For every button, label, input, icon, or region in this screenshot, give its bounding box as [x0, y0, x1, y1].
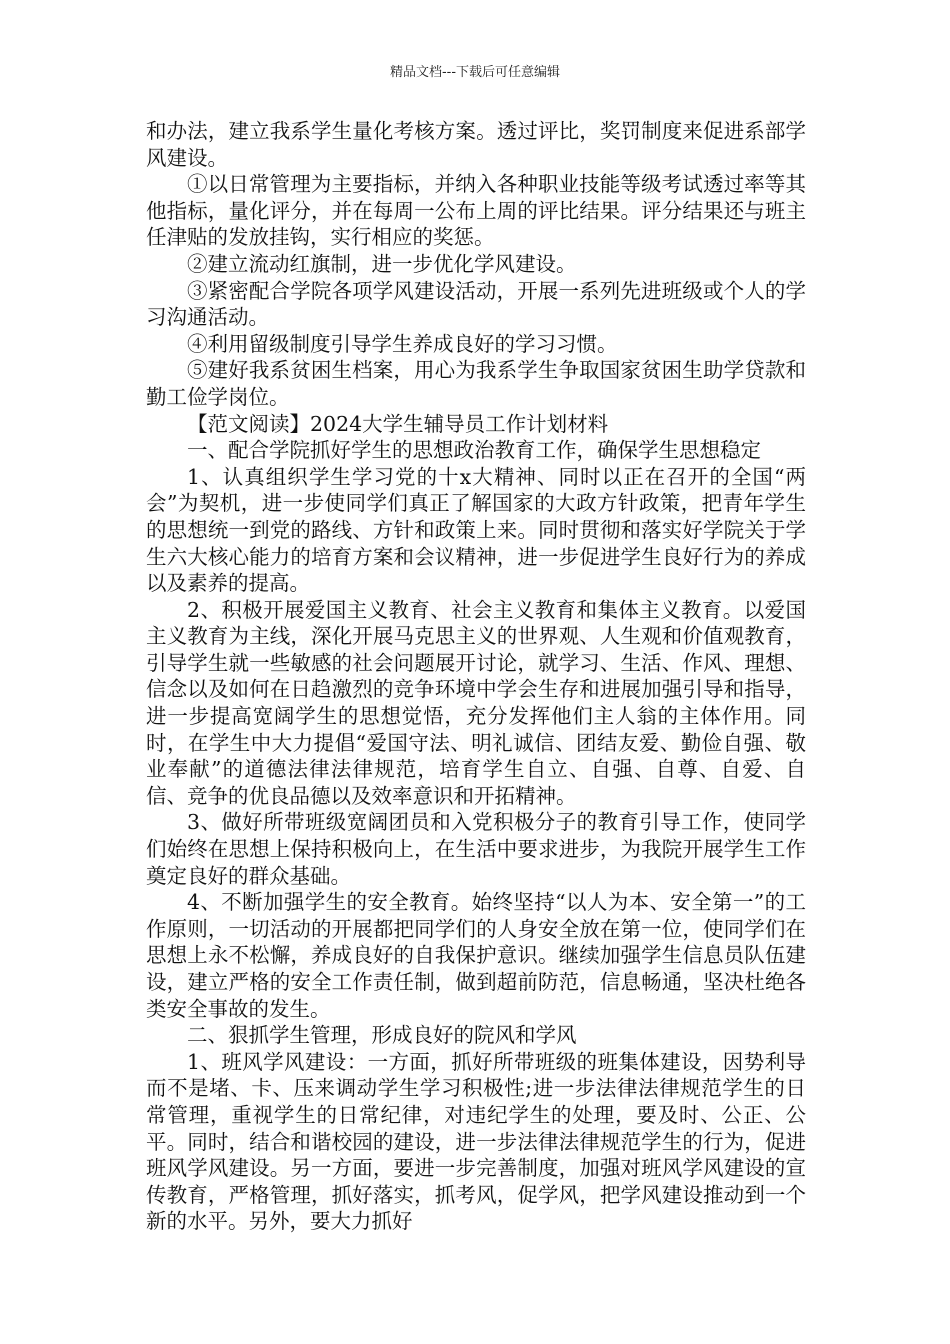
- paragraph: ③紧密配合学院各项学风建设活动，开展一系列先进班级或个人的学习沟通活动。: [146, 278, 806, 330]
- paragraph: ②建立流动红旗制，进一步优化学风建设。: [187, 251, 577, 276]
- section-title: 【范文阅读】2024大学生辅导员工作计划材料: [187, 411, 609, 436]
- paragraph: 2、积极开展爱国主义教育、社会主义教育和集体主义教育。以爱国主义教育为主线，深化开展马克思主义的世界观、人生观和价值观教育，引导学生就一些敏感的社会问题展开讨论，就学习、生活、作风、理想、信念以及如何在日趋激烈的竞争环境中学会生存和进展加强引导和指导，进一步提高宽阔学生的思想觉悟，充分发挥他们主人翁的主体作用。同时，在学生中大力提倡“爱国守法、明礼诚信、团结友爱、勤俭自强、敬业奉献”的道德法律法律规范，培育学生自立、自强、自尊、自爱、自信、竞争的优良品德以及效率意识和开拓精神。: [146, 597, 806, 808]
- paragraph: 1、认真组织学生学习党的十x大精神、同时以正在召开的全国“两会”为契机，进一步使同学们真正了解国家的大政方针政策，把青年学生的思想统一到党的路线、方针和政策上来。同时贯彻和落实好学院关于学生六大核心能力的培育方案和会议精神，进一步促进学生良好行为的养成以及素养的提高。: [146, 464, 806, 596]
- paragraph: 4、不断加强学生的安全教育。始终坚持“以人为本、安全第一”的工作原则，一切活动的开展都把同学们的人身安全放在第一位，使同学们在思想上永不松懈，养成良好的自我保护意识。继续加强学生信息员队伍建设，建立严格的安全工作责任制，做到超前防范，信息畅通，坚决杜绝各类安全事故的发生。: [146, 890, 806, 1021]
- page-header: 精品文档---下载后可任意编辑: [389, 65, 561, 80]
- paragraph: ①以日常管理为主要指标，并纳入各种职业技能等级考试透过率等其他指标，量化评分，并在每周一公布上周的评比结果。评分结果还与班主任津贴的发放挂钩，实行相应的奖惩。: [146, 172, 806, 250]
- paragraph: 1、班风学风建设：一方面，抓好所带班级的班集体建设，因势利导而不是堵、卡、压来调动学生学习积极性;进一步法律法律规范学生的日常管理，重视学生的日常纪律，对违纪学生的处理，要及时、公正、公平。同时，结合和谐校园的建设，进一步法律法律规范学生的行为，促进班风学风建设。另一方面，要进一步完善制度，加强对班风学风建设的宣传教育，严格管理，抓好落实，抓考风，促学风，把学风建设推动到一个新的水平。另外，要大力抓好: [146, 1049, 806, 1234]
- paragraph: 和办法，建立我系学生量化考核方案。透过评比，奖罚制度来促进系部学风建设。: [146, 119, 806, 170]
- paragraph: 3、做好所带班级宽阔团员和入党积极分子的教育引导工作，使同学们始终在思想上保持积极向上，在生活中要求进步，为我院开展学生工作奠定良好的群众基础。: [146, 810, 806, 888]
- document-body: [146, 118, 806, 1235]
- paragraph: ⑤建好我系贫困生档案，用心为我系学生争取国家贫困生助学贷款和勤工俭学岗位。: [146, 358, 806, 409]
- section-heading: 二、狠抓学生管理，形成良好的院风和学风: [187, 1023, 577, 1048]
- paragraph: ④利用留级制度引导学生养成良好的学习习惯。: [187, 331, 618, 356]
- section-heading: 一、配合学院抓好学生的思想政治教育工作，确保学生思想稳定: [187, 438, 761, 463]
